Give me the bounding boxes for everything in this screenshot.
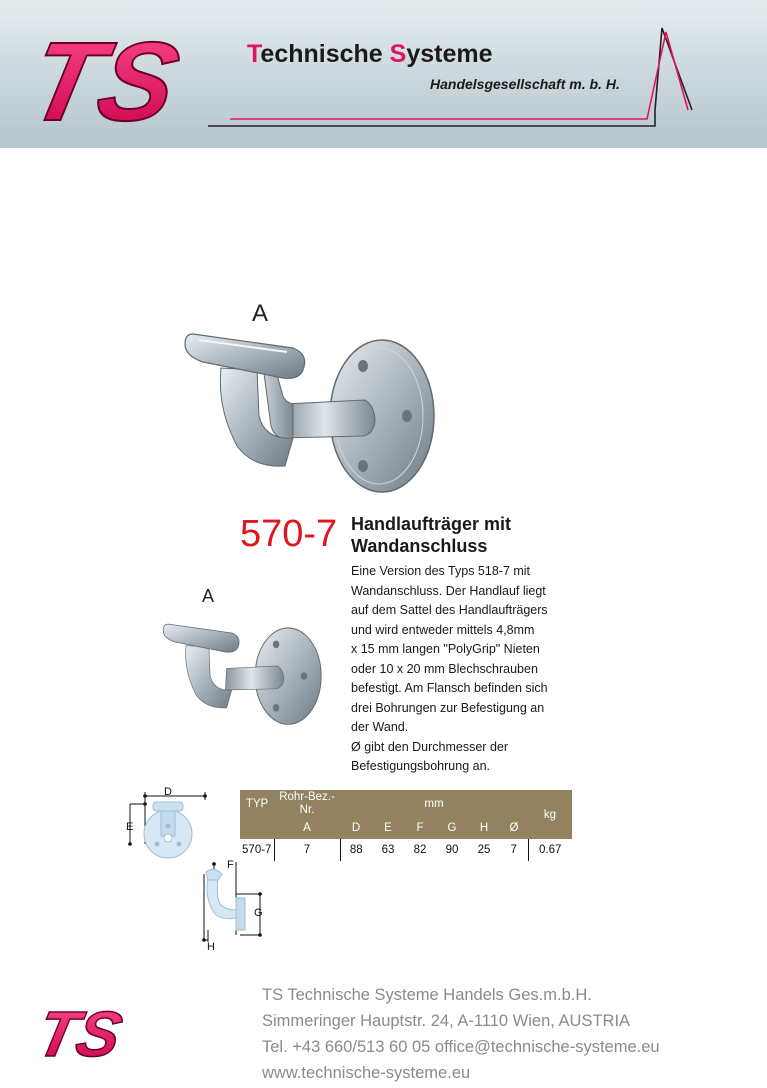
dimension-label-e: E [126,821,134,833]
table-subheader: G [436,817,468,839]
product-title-line: Handlaufträger mit [351,514,512,534]
product-title-line: Wandanschluss [351,536,488,556]
table-row [240,839,572,861]
product-photo-small [155,600,330,730]
table-header-rohr: Rohr-Bez.-Nr. [274,790,340,817]
table-subheader: Ø [500,817,528,839]
company-name [247,40,493,69]
company-name-initial-t: T [247,40,261,68]
footer-contact: Tel. +43 660/513 60 05 office@technische-systeme.eu [262,1038,660,1056]
table-cell-kg: 0.67 [539,844,562,856]
description-line: der Wand. [351,720,409,734]
table-cell-typ: 570-7 [240,839,274,861]
company-name-initial-s: S [389,40,407,68]
table-cell-g: 90 [445,844,459,856]
spec-table [240,790,572,861]
table-cell-rohr: 7 [274,839,340,861]
company-name-part: ysteme [406,40,493,68]
table-subheader: F [404,817,436,839]
company-name-part: echnische [260,40,390,68]
table-header-typ: TYP [240,790,274,839]
description-line: oder 10 x 20 mm Blechschrauben [351,661,538,676]
dimension-label-f: F [227,859,234,871]
table-subheader: E [372,817,404,839]
description-line: befestigt. Am Flansch befinden sich [351,681,548,695]
description-line: x 15 mm langen "PolyGrip" Nieten [351,642,540,656]
description-line: Eine Version des Typs 518-7 mit [351,564,531,578]
product-title [351,513,571,557]
footer-logo-text: TS [31,997,129,1070]
table-subheader: H [468,817,500,839]
table-cell-e: 63 [381,844,395,856]
ts-logo-text: TS [19,18,189,144]
dimension-diagram-front [125,786,210,871]
dimension-label-h: H [207,941,215,953]
description-line: drei Bohrungen zur Befestigung an [351,700,545,715]
image-label-a-large: A [252,300,269,327]
description-line: und wird entweder mittels 4,8mm [351,622,535,637]
table-cell-d: 88 [349,844,363,856]
table-cell-o: 7 [500,839,528,861]
table-header-mm: mm [340,790,528,817]
table-subheader: D [340,817,372,839]
table-subheader: A [274,817,340,839]
table-cell-h: 25 [477,844,491,856]
footer-ts-logo [31,990,148,1070]
table-header-kg: kg [528,790,572,839]
footer-address: Simmeringer Hauptstr. 24, A-1110 Wien, AUSTRIA [262,1012,631,1030]
product-photo-large [175,296,445,501]
company-subtitle: Handelsgesellschaft m. b. H. [430,76,620,92]
product-code: 570-7 [240,513,338,555]
table-cell-f: 82 [413,844,427,856]
description-line: Befestigungsbohrung an. [351,759,490,773]
dimension-label-g: G [254,907,263,919]
description-line: auf dem Sattel des Handlaufträgers [351,603,548,617]
image-label-a-small: A [202,586,215,606]
product-description [351,562,573,777]
description-line: Ø gibt den Durchmesser der [351,739,509,754]
dimension-label-d: D [164,786,172,798]
description-line: Wandanschluss. Der Handlauf liegt [351,583,546,598]
footer-website: www.technische-systeme.eu [262,1064,471,1082]
footer-company: TS Technische Systeme Handels Ges.m.b.H. [262,986,592,1004]
